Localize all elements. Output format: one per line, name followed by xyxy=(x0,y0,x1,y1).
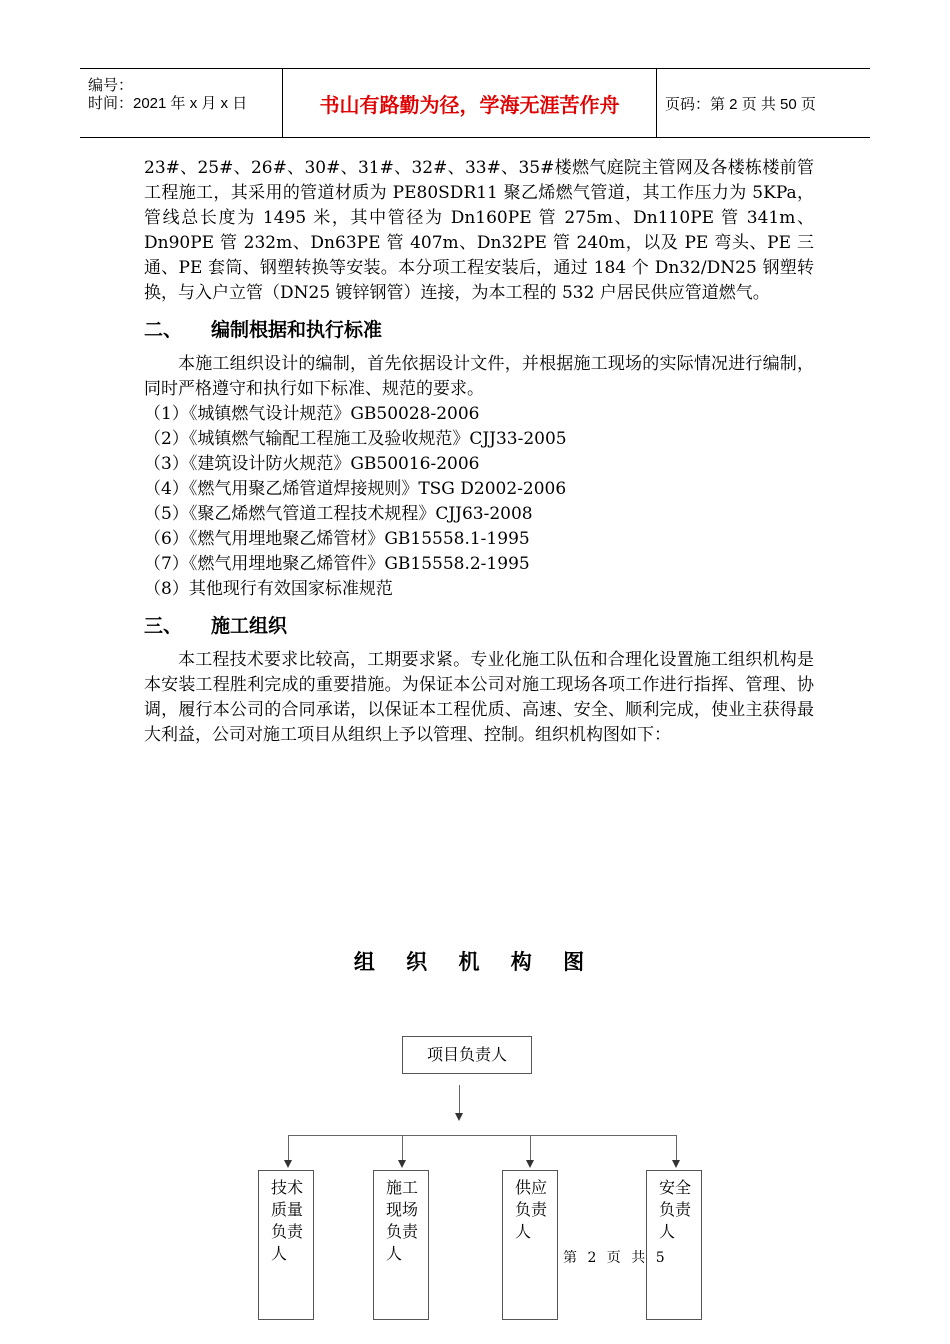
section-2-heading xyxy=(144,317,814,343)
org-branch-arrow xyxy=(284,1160,292,1168)
org-branch-line xyxy=(288,1135,289,1161)
page-header xyxy=(80,68,870,138)
org-top-label: 项目负责人 xyxy=(426,1045,507,1064)
standard-item: （6）《燃气用埋地聚乙烯管材》GB15558.1-1995 xyxy=(144,529,530,549)
org-connector-arrow xyxy=(455,1113,463,1121)
standard-item: （1）《城镇燃气设计规范》GB50028-2006 xyxy=(144,404,480,424)
section-3-heading xyxy=(144,613,814,639)
org-branch-line xyxy=(402,1135,403,1161)
org-chart-title: 组 织 机 构 图 xyxy=(353,950,597,974)
org-connector-vertical xyxy=(459,1085,460,1115)
document-body xyxy=(144,156,814,748)
org-branch-arrow xyxy=(398,1160,406,1168)
intro-paragraph: 23#、25#、26#、30#、31#、32#、33#、35#楼燃气庭院主管网及各楼栋楼前管工程施工，其采用的管道材质为 PE80SDR11 聚乙烯燃气管道，其工作压力为 5KPa，管线总长度为 1495 米，其中管径为 Dn160PE 管 275m、Dn110PE 管 341m、Dn90PE 管 232m、Dn63PE 管 407m、Dn32PE 管 240m，以及 PE 弯头、PE 三通、PE 套筒、钢塑转换等安装。本分项工程安装后，通过 184 个 Dn32/DN25 钢塑转换，与入户立管（DN25 镀锌钢管）连接，为本工程的 532 户居民供应管道燃气。 xyxy=(144,158,814,303)
header-page-label: 页码：第 2 页 共 50 页 xyxy=(665,95,816,113)
standard-item: （5）《聚乙烯燃气管道工程技术规程》CJJ63-2008 xyxy=(144,504,533,524)
org-child-label: 供应负责人 xyxy=(515,1178,548,1241)
org-child-label: 施工现场负责人 xyxy=(386,1178,419,1263)
org-connector-horizontal xyxy=(288,1135,677,1136)
org-child-box xyxy=(258,1170,314,1320)
org-child-box xyxy=(502,1170,558,1320)
section-3-paragraph: 本工程技术要求比较高，工期要求紧。专业化施工队伍和合理化设置施工组织机构是本安装工程胜利完成的重要措施。为保证本公司对施工现场各项工作进行指挥、管理、协调，履行本公司的合同承诺，以保证本工程优质、高速、安全、顺利完成，使业主获得最大利益，公司对施工项目从组织上予以管理、控制。组织机构图如下： xyxy=(144,650,814,745)
section-3-title: 施工组织 xyxy=(211,615,288,637)
org-child-label: 技术质量负责人 xyxy=(271,1178,304,1263)
footer-page-number: 第 2 页 共 5 xyxy=(563,1250,668,1266)
section-3-number: 三、 xyxy=(144,615,183,637)
org-child-box xyxy=(646,1170,702,1320)
standard-item: （3）《建筑设计防火规范》GB50016-2006 xyxy=(144,454,480,474)
header-motto: 书山有路勤为径，学海无涯苦作舟 xyxy=(283,69,657,137)
org-child-box xyxy=(373,1170,429,1320)
date-label: 时间：2021 年 x 月 x 日 xyxy=(88,95,248,112)
section-2-number: 二、 xyxy=(144,319,183,341)
org-child-label: 安全负责人 xyxy=(659,1178,692,1241)
section-2-title: 编制根据和执行标准 xyxy=(211,319,383,341)
org-branch-line xyxy=(676,1135,677,1161)
org-branch-line xyxy=(530,1135,531,1161)
section-2-paragraph: 本施工组织设计的编制，首先依据设计文件，并根据施工现场的实际情况进行编制，同时严格遵守和执行如下标准、规范的要求。 xyxy=(144,354,814,399)
org-branch-arrow xyxy=(526,1160,534,1168)
standard-item: （4）《燃气用聚乙烯管道焊接规则》TSG D2002-2006 xyxy=(144,479,567,499)
number-label: 编号： xyxy=(88,77,134,94)
standard-item: （8）其他现行有效国家标准规范 xyxy=(144,579,393,599)
org-top-box xyxy=(402,1036,532,1074)
header-meta xyxy=(80,69,283,137)
standard-item: （2）《城镇燃气输配工程施工及验收规范》CJJ33-2005 xyxy=(144,429,567,449)
org-branch-arrow xyxy=(672,1160,680,1168)
standard-item: （7）《燃气用埋地聚乙烯管件》GB15558.2-1995 xyxy=(144,554,530,574)
